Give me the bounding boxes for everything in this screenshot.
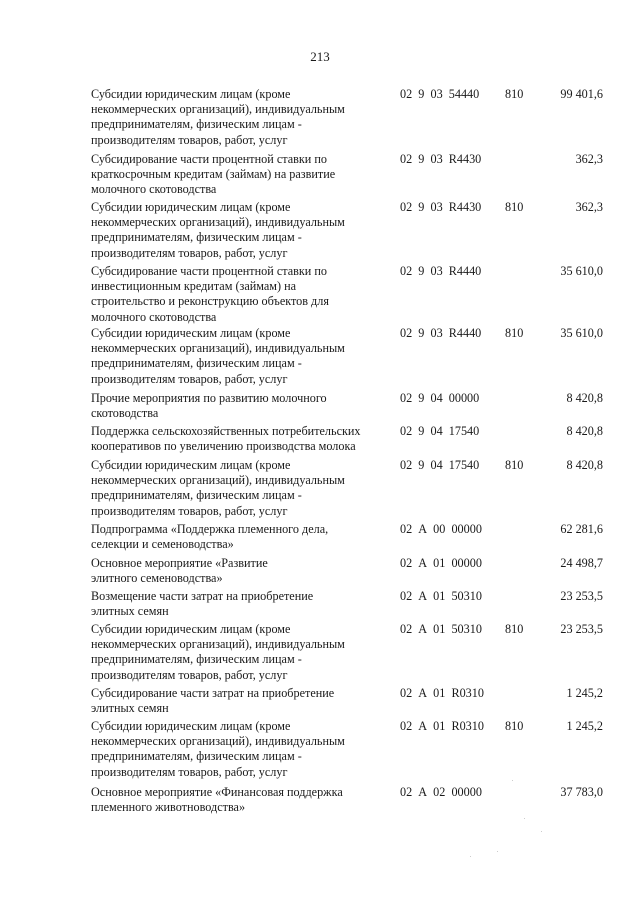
row-amount: 362,3 [575,200,603,214]
row-amount: 23 253,5 [560,589,603,603]
row-description: Субсидии юридическим лицам (кроме некоммерческих организаций), индивидуальным предпринимателям, физическим лицам - производителям товаров, работ, услуг [91,719,345,779]
row-amount: 99 401,6 [560,87,603,101]
row-expense-type: 810 [505,326,524,340]
row-description: Субсидии юридическим лицам (кроме некоммерческих организаций), индивидуальным предпринимателям, физическим лицам - производителям товаров, работ, услуг [91,622,345,682]
row-code: 02 А 01 50310 [400,622,482,636]
row-description: Субсидии юридическим лицам (кроме некоммерческих организаций), индивидуальным предпринимателям, физическим лицам - производителям товаров, работ, услуг [91,87,345,147]
row-code: 02 9 03 54440 [400,87,480,101]
row-code: 02 А 01 R0310 [400,719,484,733]
row-description: Основное мероприятие «Развитие элитного семеноводства» [91,556,268,586]
row-code: 02 А 01 50310 [400,589,482,603]
row-amount: 8 420,8 [566,391,603,405]
scan-speck [497,851,498,852]
row-expense-type: 810 [505,622,524,636]
row-description: Субсидирование части процентной ставки по краткосрочным кредитам (займам) на развитие молочного скотоводства [91,152,336,197]
scan-speck [470,856,471,857]
row-amount: 8 420,8 [566,424,603,438]
row-code: 02 9 03 R4430 [400,200,482,214]
row-amount: 35 610,0 [560,326,603,340]
row-code: 02 9 04 17540 [400,458,480,472]
row-expense-type: 810 [505,87,524,101]
row-description: Субсидирование части процентной ставки по инвестиционным кредитам (займам) на строительство и реконструкцию объектов для молочного скотоводства [91,264,329,324]
row-code: 02 9 03 R4440 [400,264,482,278]
row-description: Возмещение части затрат на приобретение элитных семян [91,589,314,619]
scan-speck [541,831,542,832]
row-expense-type: 810 [505,200,524,214]
row-code: 02 9 03 R4430 [400,152,482,166]
row-description: Прочие мероприятия по развитию молочного скотоводства [91,391,327,421]
row-amount: 62 281,6 [560,522,603,536]
row-code: 02 9 03 R4440 [400,326,482,340]
row-expense-type: 810 [505,458,524,472]
row-code: 02 9 04 17540 [400,424,480,438]
row-code: 02 А 01 R0310 [400,686,484,700]
row-description: Основное мероприятие «Финансовая поддержка племенного животноводства» [91,785,343,815]
row-expense-type: 810 [505,719,524,733]
row-amount: 35 610,0 [560,264,603,278]
row-description: Подпрограмма «Поддержка племенного дела, селекции и семеноводства» [91,522,329,552]
scan-speck [512,780,513,781]
row-code: 02 А 00 00000 [400,522,482,536]
row-code: 02 А 01 00000 [400,556,482,570]
row-code: 02 А 02 00000 [400,785,482,799]
row-amount: 1 245,2 [566,686,603,700]
row-description: Субсидии юридическим лицам (кроме некоммерческих организаций), индивидуальным предпринимателям, физическим лицам - производителям товаров, работ, услуг [91,458,345,518]
row-amount: 1 245,2 [566,719,603,733]
row-description: Поддержка сельскохозяйственных потребительских кооперативов по увеличению производства молока [91,424,361,454]
row-amount: 23 253,5 [560,622,603,636]
row-description: Субсидии юридическим лицам (кроме некоммерческих организаций), индивидуальным предпринимателям, физическим лицам - производителям товаров, работ, услуг [91,326,345,386]
row-description: Субсидирование части затрат на приобретение элитных семян [91,686,335,716]
row-description: Субсидии юридическим лицам (кроме некоммерческих организаций), индивидуальным предпринимателям, физическим лицам - производителям товаров, работ, услуг [91,200,345,260]
page-number: 213 [310,49,330,64]
row-code: 02 9 04 00000 [400,391,480,405]
row-amount: 37 783,0 [560,785,603,799]
row-amount: 24 498,7 [560,556,603,570]
row-amount: 8 420,8 [566,458,603,472]
scan-speck [524,818,525,819]
row-amount: 362,3 [575,152,603,166]
